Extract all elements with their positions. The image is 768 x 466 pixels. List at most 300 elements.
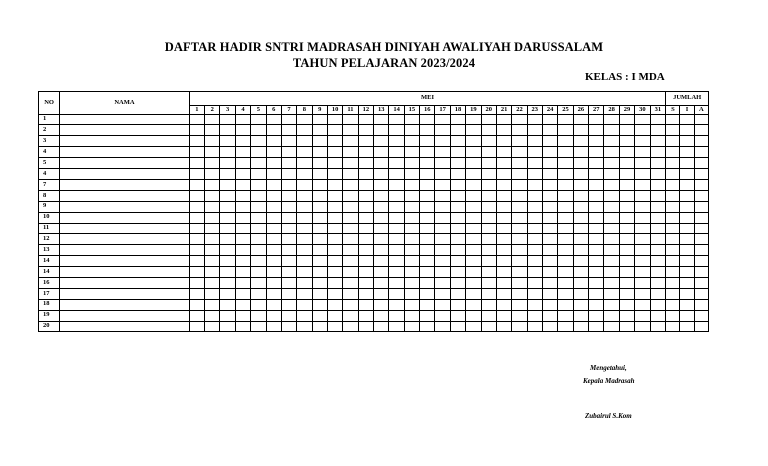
attendance-cell[interactable] (266, 125, 281, 136)
attendance-cell[interactable] (297, 288, 312, 299)
attendance-cell[interactable] (220, 169, 235, 180)
attendance-cell[interactable] (389, 267, 404, 278)
attendance-cell[interactable] (604, 147, 619, 158)
attendance-cell[interactable] (650, 321, 666, 332)
attendance-cell[interactable] (619, 147, 634, 158)
attendance-cell[interactable] (220, 310, 235, 321)
attendance-cell[interactable] (619, 179, 634, 190)
name-cell[interactable] (60, 223, 189, 234)
attendance-cell[interactable] (389, 190, 404, 201)
attendance-cell[interactable] (297, 158, 312, 169)
attendance-cell[interactable] (466, 277, 481, 288)
attendance-cell[interactable] (527, 136, 542, 147)
attendance-cell[interactable] (251, 136, 266, 147)
attendance-cell[interactable] (589, 147, 604, 158)
attendance-cell[interactable] (404, 179, 419, 190)
attendance-cell[interactable] (205, 234, 220, 245)
attendance-cell[interactable] (450, 223, 465, 234)
attendance-cell[interactable] (542, 310, 557, 321)
attendance-cell[interactable] (435, 234, 450, 245)
attendance-cell[interactable] (266, 136, 281, 147)
attendance-cell[interactable] (297, 169, 312, 180)
total-cell[interactable] (666, 277, 680, 288)
attendance-cell[interactable] (650, 245, 666, 256)
attendance-cell[interactable] (481, 190, 496, 201)
total-cell[interactable] (666, 190, 680, 201)
attendance-cell[interactable] (374, 147, 389, 158)
attendance-cell[interactable] (481, 234, 496, 245)
attendance-cell[interactable] (650, 299, 666, 310)
attendance-cell[interactable] (635, 288, 650, 299)
attendance-cell[interactable] (343, 158, 358, 169)
total-cell[interactable] (694, 267, 708, 278)
attendance-cell[interactable] (343, 321, 358, 332)
attendance-cell[interactable] (542, 158, 557, 169)
name-cell[interactable] (60, 321, 189, 332)
attendance-cell[interactable] (496, 179, 511, 190)
attendance-cell[interactable] (435, 136, 450, 147)
attendance-cell[interactable] (420, 136, 435, 147)
name-cell[interactable] (60, 277, 189, 288)
attendance-cell[interactable] (435, 125, 450, 136)
attendance-cell[interactable] (542, 234, 557, 245)
attendance-cell[interactable] (327, 147, 342, 158)
attendance-cell[interactable] (604, 136, 619, 147)
attendance-cell[interactable] (589, 190, 604, 201)
attendance-cell[interactable] (466, 136, 481, 147)
attendance-cell[interactable] (220, 299, 235, 310)
attendance-cell[interactable] (542, 277, 557, 288)
name-cell[interactable] (60, 190, 189, 201)
attendance-cell[interactable] (281, 245, 296, 256)
attendance-cell[interactable] (512, 212, 527, 223)
attendance-cell[interactable] (420, 158, 435, 169)
attendance-cell[interactable] (650, 277, 666, 288)
total-cell[interactable] (694, 179, 708, 190)
attendance-cell[interactable] (589, 223, 604, 234)
attendance-cell[interactable] (573, 299, 588, 310)
attendance-cell[interactable] (389, 114, 404, 125)
attendance-cell[interactable] (619, 114, 634, 125)
attendance-cell[interactable] (635, 234, 650, 245)
attendance-cell[interactable] (327, 234, 342, 245)
attendance-cell[interactable] (435, 256, 450, 267)
total-cell[interactable] (680, 299, 694, 310)
attendance-cell[interactable] (619, 234, 634, 245)
attendance-cell[interactable] (589, 212, 604, 223)
attendance-cell[interactable] (542, 212, 557, 223)
attendance-cell[interactable] (374, 190, 389, 201)
total-cell[interactable] (694, 158, 708, 169)
attendance-cell[interactable] (558, 267, 573, 278)
attendance-cell[interactable] (542, 114, 557, 125)
attendance-cell[interactable] (374, 256, 389, 267)
attendance-cell[interactable] (635, 245, 650, 256)
attendance-cell[interactable] (327, 223, 342, 234)
attendance-cell[interactable] (266, 267, 281, 278)
attendance-cell[interactable] (527, 190, 542, 201)
name-cell[interactable] (60, 179, 189, 190)
total-cell[interactable] (666, 114, 680, 125)
attendance-cell[interactable] (389, 136, 404, 147)
name-cell[interactable] (60, 245, 189, 256)
attendance-cell[interactable] (589, 321, 604, 332)
attendance-cell[interactable] (266, 288, 281, 299)
attendance-cell[interactable] (235, 201, 250, 212)
attendance-cell[interactable] (589, 310, 604, 321)
attendance-cell[interactable] (481, 158, 496, 169)
attendance-cell[interactable] (404, 267, 419, 278)
total-cell[interactable] (680, 310, 694, 321)
attendance-cell[interactable] (573, 114, 588, 125)
attendance-cell[interactable] (205, 169, 220, 180)
attendance-cell[interactable] (604, 158, 619, 169)
attendance-cell[interactable] (189, 201, 204, 212)
attendance-cell[interactable] (189, 147, 204, 158)
total-cell[interactable] (694, 212, 708, 223)
attendance-cell[interactable] (450, 267, 465, 278)
attendance-cell[interactable] (266, 190, 281, 201)
attendance-cell[interactable] (343, 114, 358, 125)
attendance-cell[interactable] (389, 256, 404, 267)
attendance-cell[interactable] (251, 147, 266, 158)
attendance-cell[interactable] (527, 169, 542, 180)
attendance-cell[interactable] (297, 136, 312, 147)
attendance-cell[interactable] (358, 136, 373, 147)
attendance-cell[interactable] (327, 321, 342, 332)
name-cell[interactable] (60, 201, 189, 212)
attendance-cell[interactable] (481, 223, 496, 234)
attendance-cell[interactable] (189, 179, 204, 190)
attendance-cell[interactable] (650, 125, 666, 136)
attendance-cell[interactable] (327, 136, 342, 147)
attendance-cell[interactable] (573, 310, 588, 321)
attendance-cell[interactable] (558, 169, 573, 180)
attendance-cell[interactable] (527, 125, 542, 136)
attendance-cell[interactable] (374, 223, 389, 234)
attendance-cell[interactable] (327, 212, 342, 223)
attendance-cell[interactable] (297, 201, 312, 212)
attendance-cell[interactable] (220, 190, 235, 201)
attendance-cell[interactable] (527, 256, 542, 267)
attendance-cell[interactable] (374, 234, 389, 245)
total-cell[interactable] (666, 125, 680, 136)
attendance-cell[interactable] (604, 114, 619, 125)
attendance-cell[interactable] (619, 125, 634, 136)
attendance-cell[interactable] (527, 245, 542, 256)
attendance-cell[interactable] (466, 310, 481, 321)
attendance-cell[interactable] (420, 288, 435, 299)
total-cell[interactable] (666, 147, 680, 158)
attendance-cell[interactable] (343, 223, 358, 234)
attendance-cell[interactable] (281, 277, 296, 288)
attendance-cell[interactable] (220, 114, 235, 125)
attendance-cell[interactable] (481, 136, 496, 147)
attendance-cell[interactable] (527, 299, 542, 310)
total-cell[interactable] (694, 310, 708, 321)
attendance-cell[interactable] (420, 310, 435, 321)
total-cell[interactable] (694, 234, 708, 245)
attendance-cell[interactable] (312, 158, 327, 169)
attendance-cell[interactable] (450, 147, 465, 158)
attendance-cell[interactable] (220, 267, 235, 278)
attendance-cell[interactable] (281, 299, 296, 310)
attendance-cell[interactable] (635, 147, 650, 158)
attendance-cell[interactable] (205, 310, 220, 321)
attendance-cell[interactable] (404, 147, 419, 158)
attendance-cell[interactable] (205, 158, 220, 169)
attendance-cell[interactable] (558, 277, 573, 288)
attendance-cell[interactable] (558, 321, 573, 332)
attendance-cell[interactable] (573, 201, 588, 212)
attendance-cell[interactable] (374, 299, 389, 310)
attendance-cell[interactable] (235, 310, 250, 321)
attendance-cell[interactable] (220, 125, 235, 136)
total-cell[interactable] (680, 179, 694, 190)
attendance-cell[interactable] (466, 179, 481, 190)
attendance-cell[interactable] (235, 277, 250, 288)
attendance-cell[interactable] (235, 147, 250, 158)
attendance-cell[interactable] (343, 245, 358, 256)
total-cell[interactable] (666, 256, 680, 267)
attendance-cell[interactable] (496, 190, 511, 201)
attendance-cell[interactable] (251, 114, 266, 125)
attendance-cell[interactable] (420, 201, 435, 212)
attendance-cell[interactable] (404, 223, 419, 234)
attendance-cell[interactable] (205, 321, 220, 332)
attendance-cell[interactable] (650, 256, 666, 267)
attendance-cell[interactable] (327, 299, 342, 310)
attendance-cell[interactable] (297, 223, 312, 234)
attendance-cell[interactable] (312, 125, 327, 136)
attendance-cell[interactable] (435, 147, 450, 158)
total-cell[interactable] (680, 136, 694, 147)
attendance-cell[interactable] (297, 321, 312, 332)
attendance-cell[interactable] (281, 169, 296, 180)
attendance-cell[interactable] (635, 256, 650, 267)
attendance-cell[interactable] (312, 223, 327, 234)
attendance-cell[interactable] (496, 223, 511, 234)
attendance-cell[interactable] (327, 245, 342, 256)
attendance-cell[interactable] (512, 114, 527, 125)
attendance-cell[interactable] (343, 256, 358, 267)
attendance-cell[interactable] (604, 256, 619, 267)
attendance-cell[interactable] (189, 169, 204, 180)
attendance-cell[interactable] (297, 310, 312, 321)
attendance-cell[interactable] (619, 256, 634, 267)
attendance-cell[interactable] (650, 201, 666, 212)
total-cell[interactable] (694, 256, 708, 267)
attendance-cell[interactable] (450, 212, 465, 223)
total-cell[interactable] (680, 277, 694, 288)
attendance-cell[interactable] (619, 310, 634, 321)
attendance-cell[interactable] (542, 256, 557, 267)
attendance-cell[interactable] (205, 245, 220, 256)
attendance-cell[interactable] (604, 190, 619, 201)
attendance-cell[interactable] (589, 201, 604, 212)
attendance-cell[interactable] (481, 169, 496, 180)
attendance-cell[interactable] (496, 299, 511, 310)
attendance-cell[interactable] (205, 190, 220, 201)
attendance-cell[interactable] (358, 267, 373, 278)
attendance-cell[interactable] (496, 212, 511, 223)
attendance-cell[interactable] (573, 234, 588, 245)
attendance-cell[interactable] (404, 136, 419, 147)
attendance-cell[interactable] (635, 114, 650, 125)
name-cell[interactable] (60, 125, 189, 136)
attendance-cell[interactable] (281, 212, 296, 223)
attendance-cell[interactable] (635, 310, 650, 321)
attendance-cell[interactable] (650, 288, 666, 299)
attendance-cell[interactable] (235, 223, 250, 234)
attendance-cell[interactable] (635, 321, 650, 332)
attendance-cell[interactable] (481, 267, 496, 278)
attendance-cell[interactable] (327, 169, 342, 180)
attendance-cell[interactable] (650, 223, 666, 234)
attendance-cell[interactable] (343, 201, 358, 212)
attendance-cell[interactable] (374, 114, 389, 125)
attendance-cell[interactable] (435, 277, 450, 288)
attendance-cell[interactable] (389, 158, 404, 169)
attendance-cell[interactable] (420, 125, 435, 136)
name-cell[interactable] (60, 147, 189, 158)
attendance-cell[interactable] (450, 125, 465, 136)
total-cell[interactable] (680, 201, 694, 212)
attendance-cell[interactable] (297, 245, 312, 256)
attendance-cell[interactable] (189, 136, 204, 147)
attendance-cell[interactable] (450, 114, 465, 125)
attendance-cell[interactable] (358, 201, 373, 212)
attendance-cell[interactable] (650, 179, 666, 190)
attendance-cell[interactable] (635, 212, 650, 223)
attendance-cell[interactable] (558, 190, 573, 201)
attendance-cell[interactable] (527, 267, 542, 278)
attendance-cell[interactable] (604, 288, 619, 299)
attendance-cell[interactable] (343, 299, 358, 310)
attendance-cell[interactable] (589, 256, 604, 267)
attendance-cell[interactable] (389, 125, 404, 136)
attendance-cell[interactable] (281, 114, 296, 125)
attendance-cell[interactable] (327, 190, 342, 201)
total-cell[interactable] (680, 288, 694, 299)
attendance-cell[interactable] (573, 158, 588, 169)
attendance-cell[interactable] (466, 158, 481, 169)
attendance-cell[interactable] (558, 158, 573, 169)
attendance-cell[interactable] (404, 234, 419, 245)
attendance-cell[interactable] (205, 114, 220, 125)
attendance-cell[interactable] (358, 288, 373, 299)
attendance-cell[interactable] (604, 267, 619, 278)
total-cell[interactable] (666, 234, 680, 245)
attendance-cell[interactable] (358, 277, 373, 288)
attendance-cell[interactable] (266, 201, 281, 212)
attendance-cell[interactable] (496, 267, 511, 278)
attendance-cell[interactable] (435, 201, 450, 212)
attendance-cell[interactable] (650, 267, 666, 278)
attendance-cell[interactable] (420, 267, 435, 278)
attendance-cell[interactable] (573, 267, 588, 278)
attendance-cell[interactable] (374, 267, 389, 278)
attendance-cell[interactable] (358, 190, 373, 201)
attendance-cell[interactable] (189, 190, 204, 201)
attendance-cell[interactable] (327, 125, 342, 136)
total-cell[interactable] (694, 114, 708, 125)
total-cell[interactable] (666, 321, 680, 332)
attendance-cell[interactable] (542, 169, 557, 180)
attendance-cell[interactable] (374, 288, 389, 299)
attendance-cell[interactable] (374, 179, 389, 190)
attendance-cell[interactable] (312, 147, 327, 158)
attendance-cell[interactable] (312, 136, 327, 147)
attendance-cell[interactable] (327, 256, 342, 267)
total-cell[interactable] (666, 158, 680, 169)
total-cell[interactable] (666, 267, 680, 278)
attendance-cell[interactable] (527, 277, 542, 288)
attendance-cell[interactable] (496, 201, 511, 212)
attendance-cell[interactable] (374, 125, 389, 136)
attendance-cell[interactable] (558, 136, 573, 147)
attendance-cell[interactable] (297, 256, 312, 267)
attendance-cell[interactable] (450, 190, 465, 201)
attendance-cell[interactable] (450, 310, 465, 321)
total-cell[interactable] (680, 158, 694, 169)
attendance-cell[interactable] (512, 179, 527, 190)
attendance-cell[interactable] (220, 179, 235, 190)
attendance-cell[interactable] (604, 212, 619, 223)
attendance-cell[interactable] (235, 288, 250, 299)
attendance-cell[interactable] (312, 234, 327, 245)
attendance-cell[interactable] (542, 245, 557, 256)
attendance-cell[interactable] (343, 234, 358, 245)
attendance-cell[interactable] (650, 212, 666, 223)
attendance-cell[interactable] (281, 223, 296, 234)
attendance-cell[interactable] (327, 288, 342, 299)
attendance-cell[interactable] (466, 212, 481, 223)
attendance-cell[interactable] (466, 114, 481, 125)
attendance-cell[interactable] (604, 310, 619, 321)
attendance-cell[interactable] (389, 245, 404, 256)
attendance-cell[interactable] (374, 201, 389, 212)
attendance-cell[interactable] (220, 212, 235, 223)
attendance-cell[interactable] (266, 158, 281, 169)
attendance-cell[interactable] (251, 125, 266, 136)
attendance-cell[interactable] (542, 136, 557, 147)
attendance-cell[interactable] (327, 201, 342, 212)
attendance-cell[interactable] (650, 147, 666, 158)
attendance-cell[interactable] (435, 321, 450, 332)
attendance-cell[interactable] (481, 321, 496, 332)
total-cell[interactable] (666, 299, 680, 310)
attendance-cell[interactable] (604, 223, 619, 234)
total-cell[interactable] (694, 299, 708, 310)
attendance-cell[interactable] (312, 299, 327, 310)
attendance-cell[interactable] (404, 310, 419, 321)
attendance-cell[interactable] (512, 310, 527, 321)
attendance-cell[interactable] (327, 277, 342, 288)
attendance-cell[interactable] (450, 201, 465, 212)
attendance-cell[interactable] (450, 321, 465, 332)
attendance-cell[interactable] (496, 321, 511, 332)
attendance-cell[interactable] (589, 299, 604, 310)
attendance-cell[interactable] (389, 288, 404, 299)
attendance-cell[interactable] (343, 277, 358, 288)
attendance-cell[interactable] (358, 147, 373, 158)
attendance-cell[interactable] (619, 136, 634, 147)
total-cell[interactable] (666, 136, 680, 147)
attendance-cell[interactable] (635, 169, 650, 180)
attendance-cell[interactable] (589, 179, 604, 190)
total-cell[interactable] (666, 212, 680, 223)
